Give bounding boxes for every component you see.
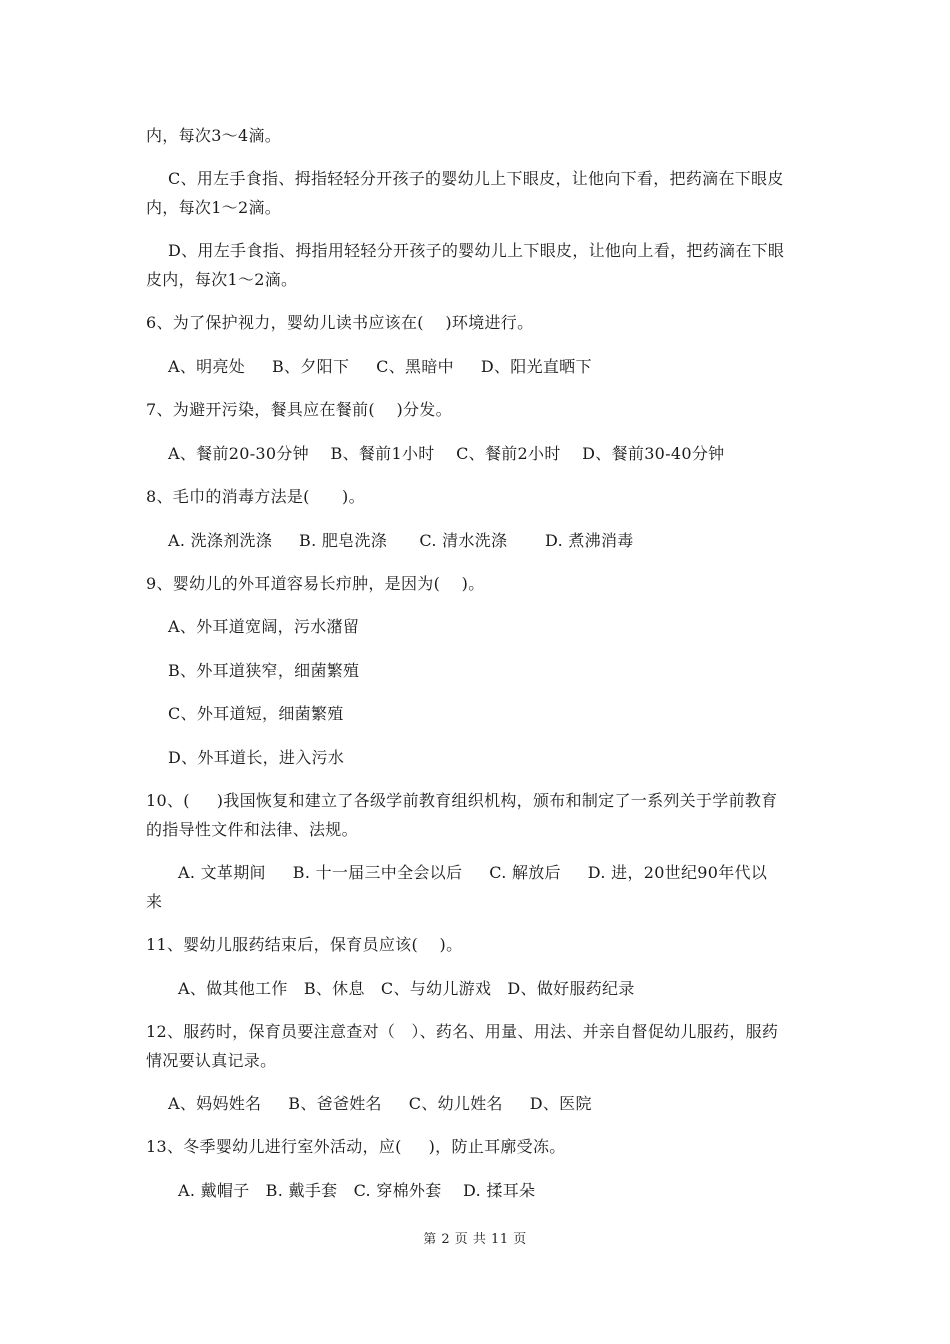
- question-10: 10、( )我国恢复和建立了各级学前教育组织机构，颁布和制定了一系列关于学前教育: [146, 791, 778, 810]
- option-d-line: D、用左手食指、拇指用轻轻分开孩子的婴幼儿上下眼皮，让他向上看，把药滴在下眼: [168, 241, 785, 260]
- text-line: 内，每次1～2滴。: [146, 198, 282, 217]
- question-12-options: A、妈妈姓名 B、爸爸姓名 C、幼儿姓名 D、医院: [168, 1094, 592, 1113]
- question-9-option-b: B、外耳道狭窄，细菌繁殖: [168, 661, 360, 680]
- question-13: 13、冬季婴幼儿进行室外活动，应( )，防止耳廓受冻。: [146, 1137, 566, 1156]
- question-7-options: A、餐前20-30分钟 B、餐前1小时 C、餐前2小时 D、餐前30-40分钟: [168, 444, 725, 463]
- question-12-cont: 情况要认真记录。: [146, 1051, 277, 1070]
- question-9-option-c: C、外耳道短，细菌繁殖: [168, 704, 344, 723]
- question-12: 12、服药时，保育员要注意查对（ ）、药名、用量、用法、并亲自督促幼儿服药，服药: [146, 1022, 779, 1041]
- question-7: 7、为避开污染，餐具应在餐前( )分发。: [146, 400, 452, 419]
- question-9-option-a: A、外耳道宽阔，污水潴留: [168, 617, 360, 636]
- question-10-cont: 的指导性文件和法律、法规。: [146, 820, 358, 839]
- question-11: 11、婴幼儿服药结束后，保育员应该( )。: [146, 935, 463, 954]
- text-line: 皮内，每次1～2滴。: [146, 270, 298, 289]
- page-footer: 第 2 页 共 11 页: [423, 1232, 527, 1247]
- question-11-options: A、做其他工作 B、休息 C、与幼儿游戏 D、做好服药纪录: [178, 979, 635, 998]
- question-10-options-cont: 来: [146, 892, 163, 911]
- question-9: 9、婴幼儿的外耳道容易长疖肿，是因为( )。: [146, 574, 485, 593]
- option-c-line: C、用左手食指、拇指轻轻分开孩子的婴幼儿上下眼皮，让他向下看，把药滴在下眼皮: [168, 169, 784, 188]
- question-6: 6、为了保护视力，婴幼儿读书应该在( )环境进行。: [146, 313, 534, 332]
- question-10-options: A. 文革期间 B. 十一届三中全会以后 C. 解放后 D. 进，20世纪90年代以: [178, 863, 768, 882]
- question-6-options: A、明亮处 B、夕阳下 C、黑暗中 D、阳光直晒下: [168, 357, 592, 376]
- question-8-options: A. 洗涤剂洗涤 B. 肥皂洗涤 C. 清水洗涤 D. 煮沸消毒: [168, 531, 634, 550]
- question-13-options: A. 戴帽子 B. 戴手套 C. 穿棉外套 D. 揉耳朵: [178, 1181, 536, 1200]
- question-9-option-d: D、外耳道长，进入污水: [168, 748, 345, 767]
- text-line: 内，每次3～4滴。: [146, 126, 282, 145]
- question-8: 8、毛巾的消毒方法是( )。: [146, 487, 365, 506]
